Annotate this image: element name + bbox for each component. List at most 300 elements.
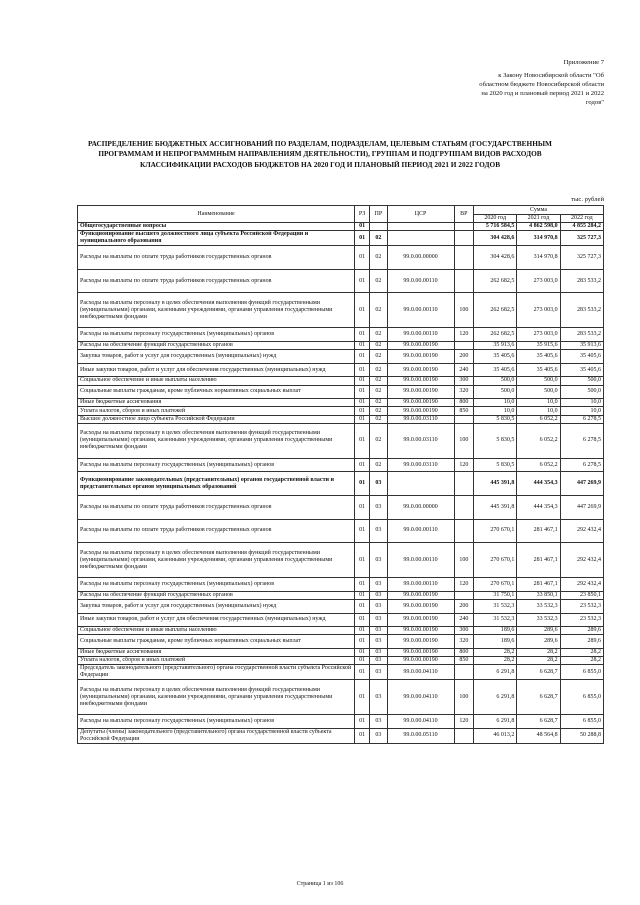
cell-pr: 02 — [370, 328, 387, 342]
table-row — [78, 415, 604, 423]
cell-csr: 99.0.00.03110 — [387, 423, 454, 458]
cell-2022: 289,6 — [560, 635, 603, 649]
cell-csr: 99.0.00.00190 — [387, 600, 454, 614]
cell-vr — [454, 269, 473, 293]
table-row — [78, 399, 604, 407]
table-row — [78, 591, 604, 599]
cell-csr — [387, 231, 454, 246]
cell-name: Социальное обеспечение и иные выплаты населению — [78, 377, 355, 385]
cell-2022: 6 855,0 — [560, 680, 603, 715]
table-row — [78, 680, 604, 715]
cell-name: Уплата налогов, сборов и иных платежей — [78, 657, 355, 665]
cell-2021: 6 628,7 — [517, 665, 560, 680]
cell-2022: 447 269,9 — [560, 472, 603, 496]
table-row — [78, 377, 604, 385]
table-row — [78, 246, 604, 270]
cell-vr — [454, 341, 473, 349]
cell-2022: 283 533,2 — [560, 269, 603, 293]
cell-2022: 10,0 — [560, 407, 603, 415]
cell-2020: 10,0 — [474, 399, 517, 407]
cell-rz: 01 — [355, 363, 370, 377]
cell-2022: 6 855,0 — [560, 715, 603, 729]
cell-2022: 35 405,6 — [560, 363, 603, 377]
cell-vr — [454, 231, 473, 246]
table-row — [78, 578, 604, 592]
cell-2021: 273 003,0 — [517, 269, 560, 293]
cell-2021: 33 850,1 — [517, 591, 560, 599]
cell-2020: 262 682,5 — [474, 293, 517, 328]
cell-vr: 100 — [454, 543, 473, 578]
cell-2021: 273 003,0 — [517, 328, 560, 342]
cell-2021: 28,2 — [517, 648, 560, 656]
cell-csr: 99.0.00.03110 — [387, 415, 454, 423]
cell-rz: 01 — [355, 635, 370, 649]
cell-rz: 01 — [355, 472, 370, 496]
cell-csr — [387, 472, 454, 496]
cell-vr — [454, 472, 473, 496]
table-row — [78, 407, 604, 415]
cell-2022: 283 533,2 — [560, 293, 603, 328]
cell-2021: 273 003,0 — [517, 293, 560, 328]
cell-csr: 99.0.00.00110 — [387, 328, 454, 342]
cell-2021: 314 970,8 — [517, 246, 560, 270]
cell-2020: 189,6 — [474, 635, 517, 649]
cell-csr: 99.0.00.00190 — [387, 635, 454, 649]
cell-rz: 01 — [355, 415, 370, 423]
cell-vr: 850 — [454, 657, 473, 665]
cell-vr — [454, 246, 473, 270]
document-title: РАСПРЕДЕЛЕНИЕ БЮДЖЕТНЫХ АССИГНОВАНИЙ ПО РАЗДЕЛАМ, ПОДРАЗДЕЛАМ, ЦЕЛЕВЫМ СТАТЬЯМ (ГОСУДАРСТВЕННЫМ ПРОГРАММАМ И НЕПРОГРАММНЫМ НАПРАВЛЕНИЯМ ДЕЯТЕЛЬНОСТИ), ГРУППАМ И ПОДГРУППАМ ВИДОВ РАСХОДОВ КЛАССИФИКАЦИИ РАСХОДОВ БЮДЖЕТОВ НА 2020 ГОД И ПЛАНОВЫЙ ПЕРИОД 2021 И 2022 ГОДОВ — [88, 139, 552, 169]
cell-name: Общегосударственные вопросы — [78, 223, 355, 231]
cell-csr: 99.0.00.00110 — [387, 543, 454, 578]
cell-2021: 10,0 — [517, 407, 560, 415]
cell-csr: 99.0.00.00110 — [387, 269, 454, 293]
cell-rz: 01 — [355, 613, 370, 627]
cell-2020: 270 670,1 — [474, 519, 517, 543]
appendix-number: Приложение 7 — [563, 59, 604, 66]
cell-pr: 02 — [370, 363, 387, 377]
cell-csr: 99.0.00.04110 — [387, 665, 454, 680]
table-row — [78, 328, 604, 342]
cell-name: Расходы на выплаты персоналу в целях обеспечения выполнения функций государственными (муниципальными) органами, казенными учреждениями, органами управления государственными внебюджетными фондами — [78, 423, 355, 458]
appendix-line: областном бюджете Новосибирской области — [479, 81, 604, 88]
cell-2020: 10,0 — [474, 407, 517, 415]
cell-2022: 289,6 — [560, 627, 603, 635]
cell-rz: 01 — [355, 423, 370, 458]
cell-pr: 02 — [370, 246, 387, 270]
cell-csr: 99.0.00.00190 — [387, 350, 454, 364]
cell-2021: 444 354,3 — [517, 472, 560, 496]
table-row — [78, 458, 604, 472]
cell-2020: 46 013,2 — [474, 728, 517, 743]
cell-rz: 01 — [355, 591, 370, 599]
cell-name: Иные бюджетные ассигнования — [78, 399, 355, 407]
cell-2022: 6 278,5 — [560, 458, 603, 472]
cell-2021: 35 915,6 — [517, 341, 560, 349]
cell-name: Расходы на выплаты персоналу в целях обеспечения выполнения функций государственными (муниципальными) органами, казенными учреждениями, органами управления государственными внебюджетными фондами — [78, 680, 355, 715]
table-row — [78, 728, 604, 743]
cell-2020: 6 291,8 — [474, 715, 517, 729]
cell-name: Социальные выплаты гражданам, кроме публичных нормативных социальных выплат — [78, 635, 355, 649]
cell-pr: 02 — [370, 399, 387, 407]
table-row — [78, 363, 604, 377]
header-name: Наименование — [78, 206, 355, 223]
cell-name: Расходы на выплаты персоналу государственных (муниципальных) органов — [78, 458, 355, 472]
budget-table — [77, 205, 604, 744]
cell-2020: 5 830,5 — [474, 458, 517, 472]
cell-name: Расходы на выплаты персоналу государственных (муниципальных) органов — [78, 578, 355, 592]
cell-2020: 445 391,8 — [474, 472, 517, 496]
cell-pr: 02 — [370, 385, 387, 399]
cell-pr: 02 — [370, 407, 387, 415]
cell-2021: 35 405,6 — [517, 350, 560, 364]
table-row — [78, 231, 604, 246]
cell-2020: 270 670,1 — [474, 578, 517, 592]
cell-pr: 03 — [370, 728, 387, 743]
cell-2020: 262 682,5 — [474, 328, 517, 342]
cell-2020: 500,0 — [474, 385, 517, 399]
cell-name: Иные закупки товаров, работ и услуг для обеспечения государственных (муниципальных) нужд — [78, 613, 355, 627]
cell-2021: 10,0 — [517, 399, 560, 407]
cell-name: Социальное обеспечение и иные выплаты населению — [78, 627, 355, 635]
cell-2021: 6 052,2 — [517, 458, 560, 472]
table-row — [78, 385, 604, 399]
cell-2022: 500,0 — [560, 377, 603, 385]
cell-2021: 289,6 — [517, 635, 560, 649]
table-body — [78, 223, 604, 744]
cell-2021: 28,2 — [517, 657, 560, 665]
cell-pr: 02 — [370, 423, 387, 458]
cell-2022: 292 432,4 — [560, 543, 603, 578]
cell-csr: 99.0.00.00190 — [387, 341, 454, 349]
cell-2022: 10,0 — [560, 399, 603, 407]
cell-pr: 03 — [370, 635, 387, 649]
cell-2022: 35 405,6 — [560, 350, 603, 364]
cell-pr: 03 — [370, 665, 387, 680]
cell-rz: 01 — [355, 627, 370, 635]
cell-2020: 35 405,6 — [474, 363, 517, 377]
cell-csr: 99.0.00.00190 — [387, 399, 454, 407]
cell-vr: 240 — [454, 363, 473, 377]
cell-2021: 281 467,1 — [517, 519, 560, 543]
cell-2021: 35 405,6 — [517, 363, 560, 377]
cell-csr: 99.0.00.04110 — [387, 715, 454, 729]
cell-vr — [454, 415, 473, 423]
cell-csr: 99.0.00.04110 — [387, 680, 454, 715]
cell-2022: 292 432,4 — [560, 578, 603, 592]
cell-vr: 320 — [454, 635, 473, 649]
cell-pr: 02 — [370, 269, 387, 293]
cell-2022: 28,2 — [560, 657, 603, 665]
cell-csr: 99.0.00.00190 — [387, 385, 454, 399]
cell-2021: 444 354,3 — [517, 496, 560, 520]
cell-2022: 325 727,3 — [560, 231, 603, 246]
cell-2020: 304 428,6 — [474, 246, 517, 270]
table-header — [78, 206, 604, 223]
cell-name: Функционирование высшего должностного лица субъекта Российской Федерации и муниципального образования — [78, 231, 355, 246]
cell-rz: 01 — [355, 665, 370, 680]
appendix-line: к Закону Новосибирской области "Об — [498, 72, 604, 79]
cell-2022: 6 278,5 — [560, 415, 603, 423]
table-row — [78, 648, 604, 656]
cell-2022: 6 855,0 — [560, 665, 603, 680]
cell-2021: 6 052,2 — [517, 423, 560, 458]
cell-2022: 23 850,1 — [560, 591, 603, 599]
header-rz: РЗ — [355, 206, 370, 223]
cell-2020: 5 830,5 — [474, 415, 517, 423]
cell-vr: 300 — [454, 377, 473, 385]
cell-rz: 01 — [355, 341, 370, 349]
cell-pr: 02 — [370, 231, 387, 246]
cell-2022: 500,0 — [560, 385, 603, 399]
table-row — [78, 715, 604, 729]
cell-pr — [370, 223, 387, 231]
header-year-2022: 2022 год — [560, 215, 603, 223]
cell-vr: 120 — [454, 578, 473, 592]
cell-name: Депутаты (члены) законодательного (представительного) органа государственной власти субъекта Российской Федерации — [78, 728, 355, 743]
table-row — [78, 269, 604, 293]
cell-name: Закупка товаров, работ и услуг для государственных (муниципальных) нужд — [78, 600, 355, 614]
cell-name: Расходы на обеспечение функций государственных органов — [78, 341, 355, 349]
cell-rz: 01 — [355, 728, 370, 743]
cell-csr: 99.0.00.05110 — [387, 728, 454, 743]
cell-2020: 31 750,1 — [474, 591, 517, 599]
cell-pr: 02 — [370, 415, 387, 423]
cell-rz: 01 — [355, 328, 370, 342]
cell-rz: 01 — [355, 519, 370, 543]
cell-name: Высшее должностное лицо субъекта Российской Федерации — [78, 415, 355, 423]
cell-2020: 270 670,1 — [474, 543, 517, 578]
table-row — [78, 543, 604, 578]
cell-pr: 03 — [370, 578, 387, 592]
header-year-2021: 2021 год — [517, 215, 560, 223]
table-row — [78, 519, 604, 543]
cell-name: Иные бюджетные ассигнования — [78, 648, 355, 656]
page-footer: Страница 1 из 106 — [296, 881, 344, 887]
cell-2020: 304 428,6 — [474, 231, 517, 246]
cell-2022: 50 288,8 — [560, 728, 603, 743]
cell-2022: 6 278,5 — [560, 423, 603, 458]
cell-rz: 01 — [355, 407, 370, 415]
cell-2021: 289,6 — [517, 627, 560, 635]
cell-vr — [454, 519, 473, 543]
header-csr: ЦСР — [387, 206, 454, 223]
cell-vr: 800 — [454, 399, 473, 407]
cell-name: Расходы на выплаты по оплате труда работников государственных органов — [78, 246, 355, 270]
cell-2020: 28,2 — [474, 657, 517, 665]
cell-vr: 200 — [454, 600, 473, 614]
cell-rz: 01 — [355, 350, 370, 364]
cell-name: Расходы на выплаты по оплате труда работников государственных органов — [78, 269, 355, 293]
cell-2020: 6 291,8 — [474, 665, 517, 680]
cell-2020: 189,6 — [474, 627, 517, 635]
cell-vr — [454, 223, 473, 231]
cell-vr — [454, 591, 473, 599]
cell-rz: 01 — [355, 715, 370, 729]
cell-csr: 99.0.00.03110 — [387, 458, 454, 472]
cell-2020: 5 830,5 — [474, 423, 517, 458]
cell-pr: 03 — [370, 496, 387, 520]
cell-2020: 500,0 — [474, 377, 517, 385]
cell-pr: 02 — [370, 458, 387, 472]
table-row — [78, 472, 604, 496]
cell-2020: 35 405,6 — [474, 350, 517, 364]
cell-pr: 03 — [370, 600, 387, 614]
cell-name: Расходы на выплаты персоналу в целях обеспечения выполнения функций государственными (муниципальными) органами, казенными учреждениями, органами управления государственными внебюджетными фондами — [78, 293, 355, 328]
cell-vr: 120 — [454, 328, 473, 342]
cell-rz: 01 — [355, 377, 370, 385]
cell-pr: 03 — [370, 543, 387, 578]
cell-rz: 01 — [355, 600, 370, 614]
cell-pr: 03 — [370, 472, 387, 496]
cell-rz: 01 — [355, 293, 370, 328]
cell-csr: 99.0.00.00110 — [387, 519, 454, 543]
cell-2021: 6 628,7 — [517, 680, 560, 715]
unit-label: тыс. рублей — [571, 196, 604, 203]
cell-pr: 03 — [370, 613, 387, 627]
cell-2020: 6 291,8 — [474, 680, 517, 715]
cell-pr: 02 — [370, 350, 387, 364]
cell-2021: 6 628,7 — [517, 715, 560, 729]
cell-rz: 01 — [355, 543, 370, 578]
cell-csr: 99.0.00.00190 — [387, 591, 454, 599]
cell-2020: 28,2 — [474, 648, 517, 656]
cell-name: Закупка товаров, работ и услуг для государственных (муниципальных) нужд — [78, 350, 355, 364]
cell-pr: 03 — [370, 648, 387, 656]
cell-name: Расходы на обеспечение функций государственных органов — [78, 591, 355, 599]
cell-pr: 03 — [370, 519, 387, 543]
cell-2022: 325 727,3 — [560, 246, 603, 270]
cell-rz: 01 — [355, 496, 370, 520]
cell-2021: 500,0 — [517, 385, 560, 399]
cell-2022: 23 532,3 — [560, 613, 603, 627]
cell-vr: 800 — [454, 648, 473, 656]
cell-rz: 01 — [355, 231, 370, 246]
cell-name: Расходы на выплаты персоналу государственных (муниципальных) органов — [78, 715, 355, 729]
table-row — [78, 613, 604, 627]
table-row — [78, 223, 604, 231]
cell-rz: 01 — [355, 657, 370, 665]
cell-rz: 01 — [355, 385, 370, 399]
cell-pr: 03 — [370, 627, 387, 635]
cell-2020: 445 391,8 — [474, 496, 517, 520]
cell-2021: 33 532,3 — [517, 600, 560, 614]
cell-2021: 500,0 — [517, 377, 560, 385]
cell-2021: 33 532,3 — [517, 613, 560, 627]
cell-2022: 292 432,4 — [560, 519, 603, 543]
cell-pr: 02 — [370, 293, 387, 328]
cell-vr — [454, 728, 473, 743]
header-vr: ВР — [454, 206, 473, 223]
cell-2022: 35 913,6 — [560, 341, 603, 349]
cell-vr: 120 — [454, 458, 473, 472]
cell-csr: 99.0.00.00110 — [387, 578, 454, 592]
cell-vr: 120 — [454, 715, 473, 729]
cell-csr: 99.0.00.00190 — [387, 648, 454, 656]
cell-pr: 03 — [370, 680, 387, 715]
cell-vr: 100 — [454, 423, 473, 458]
cell-name: Расходы на выплаты по оплате труда работников государственных органов — [78, 496, 355, 520]
cell-2020: 262 682,5 — [474, 269, 517, 293]
cell-vr: 100 — [454, 293, 473, 328]
cell-name: Уплата налогов, сборов и иных платежей — [78, 407, 355, 415]
cell-name: Расходы на выплаты персоналу в целях обеспечения выполнения функций государственными (муниципальными) органами, казенными учреждениями, органами управления государственными внебюджетными фондами — [78, 543, 355, 578]
cell-rz: 01 — [355, 223, 370, 231]
cell-pr: 02 — [370, 377, 387, 385]
table-row — [78, 600, 604, 614]
header-sum: Сумма — [474, 206, 604, 215]
cell-2022: 283 533,2 — [560, 328, 603, 342]
table-row — [78, 496, 604, 520]
cell-vr — [454, 496, 473, 520]
cell-vr — [454, 665, 473, 680]
cell-2020: 31 532,3 — [474, 613, 517, 627]
table-row — [78, 293, 604, 328]
table-row — [78, 627, 604, 635]
cell-name: Председатель законодательного (представительного) органа государственной власти субъекта Российской Федерации — [78, 665, 355, 680]
cell-vr: 300 — [454, 627, 473, 635]
cell-vr: 850 — [454, 407, 473, 415]
cell-rz: 01 — [355, 648, 370, 656]
cell-rz: 01 — [355, 269, 370, 293]
cell-2020: 5 716 584,5 — [474, 223, 517, 231]
cell-csr: 99.0.00.00190 — [387, 613, 454, 627]
cell-name: Расходы на выплаты персоналу государственных (муниципальных) органов — [78, 328, 355, 342]
table-row — [78, 665, 604, 680]
cell-csr: 99.0.00.00190 — [387, 363, 454, 377]
table-row — [78, 657, 604, 665]
cell-pr: 03 — [370, 657, 387, 665]
cell-vr: 200 — [454, 350, 473, 364]
cell-2021: 281 467,1 — [517, 578, 560, 592]
cell-csr: 99.0.00.00190 — [387, 657, 454, 665]
cell-name: Социальные выплаты гражданам, кроме публичных нормативных социальных выплат — [78, 385, 355, 399]
table-row — [78, 350, 604, 364]
cell-2022: 447 269,9 — [560, 496, 603, 520]
table-row — [78, 635, 604, 649]
table-row — [78, 423, 604, 458]
cell-csr: 99.0.00.00190 — [387, 407, 454, 415]
cell-rz: 01 — [355, 246, 370, 270]
cell-name: Расходы на выплаты по оплате труда работников государственных органов — [78, 519, 355, 543]
cell-csr: 99.0.00.00000 — [387, 246, 454, 270]
cell-2021: 4 862 598,0 — [517, 223, 560, 231]
cell-2022: 28,2 — [560, 648, 603, 656]
cell-rz: 01 — [355, 680, 370, 715]
cell-2020: 31 532,3 — [474, 600, 517, 614]
cell-csr: 99.0.00.00110 — [387, 293, 454, 328]
cell-vr: 320 — [454, 385, 473, 399]
cell-name: Функционирование законодательных (представительных) органов государственной власти и представительных органов муниципальных образований — [78, 472, 355, 496]
cell-pr: 03 — [370, 715, 387, 729]
table-row — [78, 341, 604, 349]
cell-2020: 35 913,6 — [474, 341, 517, 349]
cell-vr: 100 — [454, 680, 473, 715]
appendix-line: на 2020 год и плановый период 2021 и 2022 — [481, 90, 604, 97]
cell-csr — [387, 223, 454, 231]
cell-2021: 6 052,2 — [517, 415, 560, 423]
cell-rz: 01 — [355, 399, 370, 407]
cell-2021: 281 467,1 — [517, 543, 560, 578]
cell-csr: 99.0.00.00190 — [387, 627, 454, 635]
header-year-2020: 2020 год — [474, 215, 517, 223]
cell-name: Иные закупки товаров, работ и услуг для обеспечения государственных (муниципальных) нужд — [78, 363, 355, 377]
cell-csr: 99.0.00.00190 — [387, 377, 454, 385]
appendix-line: годов" — [585, 99, 604, 106]
cell-rz: 01 — [355, 578, 370, 592]
appendix-note — [414, 58, 604, 107]
cell-pr: 02 — [370, 341, 387, 349]
